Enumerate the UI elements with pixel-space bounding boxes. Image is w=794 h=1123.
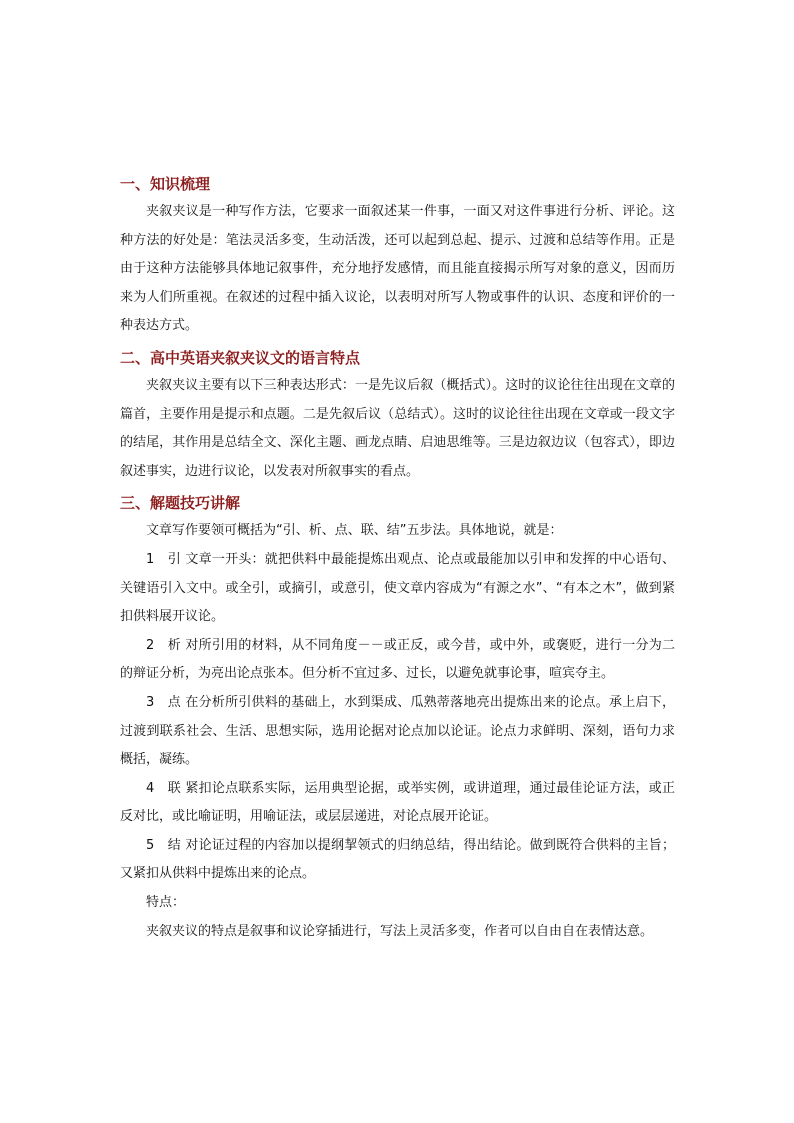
paragraph: 夹叙夹议是一种写作方法，它要求一面叙述某一件事，一面又对这件事进行分析、评论。这种方法的好处是：笔法灵活多变，生动活泼，还可以起到总起、提示、过渡和总结等作用。正是由于这种方法能够具体地记叙事件，充分地抒发感情，而且能直接揭示所写对象的意义，因而历来为人们所重视。在叙述的过程中插入议论，以表明对所写人物或事件的认识、态度和评价的一种表达方式。 — [120, 204, 675, 334]
paragraph-step-5: 5 结 对论证过程的内容加以提纲挈领式的归纳总结，得出结论。做到既符合供料的主旨；又紧扣从供料中提炼出来的论点。 — [120, 837, 675, 882]
paragraph: 夹叙夹议主要有以下三种表达形式：一是先议后叙（概括式）。这时的议论往往出现在文章的篇首，主要作用是提示和点题。二是先叙后议（总结式）。这时的议论往往出现在文章或一段文字的结尾，其作用是总结全文、深化主题、画龙点睛、启迪思维等。三是边叙边议（包容式），即边叙述事实，边进行议论，以发表对所叙事实的看点。 — [120, 377, 675, 479]
paragraph-step-4: 4 联 紧扣论点联系实际，运用典型论据，或举实例，或讲道理，通过最佳论证方法，或正反对比，或比喻证明，用喻证法，或层层递进，对论点展开论证。 — [120, 780, 675, 825]
paragraph-features: 夹叙夹议的特点是叙事和议论穿插进行，写法上灵活多变，作者可以自由自在表情达意。 — [146, 923, 654, 939]
section-heading: 一、知识梳理 — [120, 175, 211, 193]
paragraph-step-3: 3 点 在分析所引供料的基础上，水到渠成、瓜熟蒂落地亮出提炼出来的论点。承上启下，过渡到联系社会、生活、思想实际，选用论据对论点加以论证。论点力求鲜明、深刻，语句力求概括，凝练。 — [120, 694, 675, 768]
paragraph-features-label: 特点： — [146, 895, 186, 911]
paragraph-step-2: 2 析 对所引用的材料，从不同角度－－或正反，或今昔，或中外，或褒贬，进行一分为二的辩证分析，为亮出论点张本。但分析不宜过多、过长，以避免就事论事，喧宾夺主。 — [120, 637, 675, 682]
section-heading: 二、高中英语夹叙夹议文的语言特点 — [120, 348, 361, 367]
section-heading: 三、解题技巧讲解 — [120, 494, 241, 513]
paragraph-step-1: 1 引 文章一开头：就把供料中最能提炼出观点、论点或最能加以引申和发挥的中心语句、关键语引入文中。或全引，或摘引，或意引，使文章内容成为“有源之水”、“有本之木”，做到紧扣供料展开议论。 — [120, 551, 675, 625]
document-page — [120, 170, 675, 946]
paragraph: 文章写作要领可概括为“引、析、点、联、结”五步法。具体地说，就是： — [146, 523, 563, 539]
section-knowledge — [120, 170, 675, 341]
section-language-features — [120, 344, 675, 486]
section-techniques — [120, 489, 675, 946]
